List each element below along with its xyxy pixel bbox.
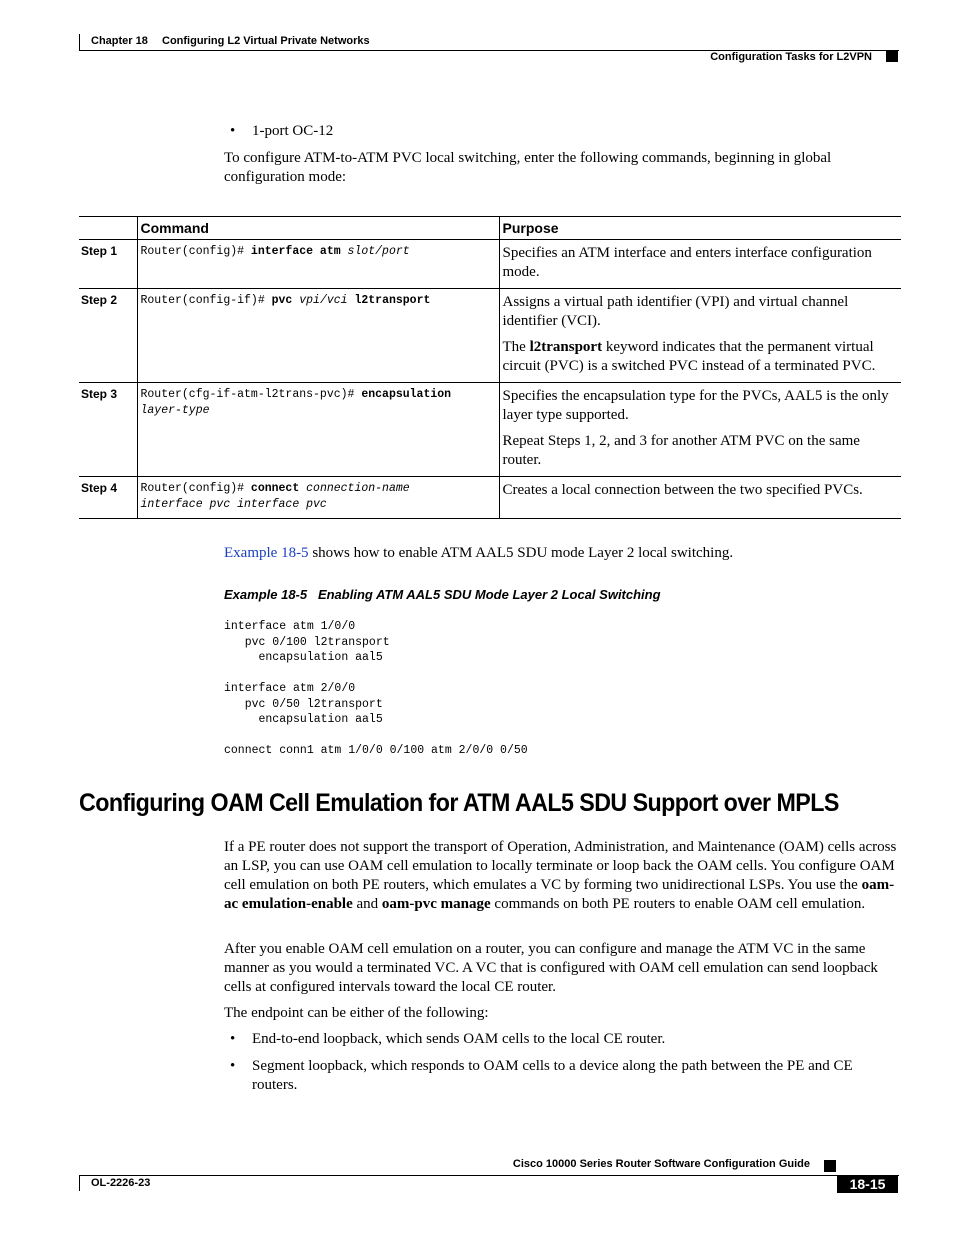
command-prompt: Router(config)#	[140, 482, 251, 495]
step-label: Step 3	[81, 387, 118, 401]
purpose-text: Specifies an ATM interface and enters interface configuration mode.	[502, 245, 872, 280]
intro-bullet: 1-port OC-12	[252, 123, 334, 139]
example-reference-text: shows how to enable ATM AAL5 SDU mode Layer 2 local switching.	[308, 545, 734, 561]
body-paragraph-2: After you enable OAM cell emulation on a router, you can configure and manage the ATM VC in the same manner as you would a terminated VC. A VC that is configured with OAM cell emulation can send loopback cells at configured intervals toward the local CE router.	[224, 941, 878, 995]
table-header-purpose: Purpose	[499, 217, 901, 240]
purpose-cell	[499, 289, 901, 383]
header-chapter: Chapter 18	[91, 35, 148, 47]
command-keyword: pvc	[271, 294, 293, 307]
purpose-text-2: Repeat Steps 1, 2, and 3 for another ATM PVC on the same router.	[502, 433, 860, 468]
command-cell	[137, 383, 499, 477]
command-keyword: interface atm	[250, 245, 341, 258]
header-section: Configuration Tasks for L2VPN	[710, 51, 872, 63]
footer-guide-title: Cisco 10000 Series Router Software Configuration Guide	[512, 1158, 810, 1170]
bullet-mark-2: •	[230, 1058, 236, 1074]
example-link[interactable]: Example 18-5	[224, 545, 309, 561]
command-oam-ac: oam-ac emulation-enable	[224, 877, 895, 912]
command-argument: layer-type	[140, 403, 210, 417]
body-paragraph-1: If a PE router does not support the transport of Operation, Administration, and Maintenance (OAM) cells across an LSP, you can use OAM cell emulation to locally terminate or loop back the OAM cells. You configure OAM cell emulation on both PE routers, which emulates a VC by forming two unidirectional LSPs. You use the oam-ac emulation-enable and oam-pvc manage commands on both PE routers to enable OAM cell emulation.	[224, 839, 897, 912]
command-cell	[137, 289, 499, 383]
purpose-cell	[499, 240, 901, 289]
command-argument-2: interface pvc interface pvc	[140, 497, 327, 511]
footer-left-rule	[79, 1175, 80, 1191]
command-cell	[137, 240, 499, 289]
intro-paragraph: To configure ATM-to-ATM PVC local switching, enter the following commands, beginning in global configuration mode:	[224, 150, 832, 185]
footer-doc-id: OL-2226-23	[91, 1177, 151, 1189]
purpose-text: Assigns a virtual path identifier (VPI) and virtual channel identifier (VCI).	[502, 294, 849, 329]
command-keyword-2: l2transport	[354, 294, 431, 307]
command-argument: connection-name	[299, 482, 410, 495]
command-cell	[137, 477, 499, 519]
command-argument: vpi/vci	[292, 294, 355, 307]
purpose-text: Creates a local connection between the two specified PVCs.	[502, 482, 863, 498]
step-label: Step 1	[81, 244, 118, 258]
table-row-step3	[79, 383, 901, 477]
header-left-rule	[79, 34, 80, 51]
table-header-command: Command	[137, 217, 499, 240]
command-prompt: Router(config-if)#	[140, 294, 272, 307]
table-header-step	[79, 217, 137, 240]
code-line: interface atm 2/0/0	[224, 682, 356, 695]
table-row-step4	[79, 477, 901, 519]
code-line: encapsulation aal5	[224, 651, 383, 664]
code-line: pvc 0/100 l2transport	[224, 635, 390, 649]
command-prompt: Router(config)#	[140, 245, 251, 258]
code-line: connect conn1 atm 1/0/0 0/100 atm 2/0/0 0/50	[224, 744, 528, 757]
code-line: interface atm 1/0/0	[224, 620, 356, 633]
step-label: Step 2	[81, 293, 118, 307]
body-bullet-1: End-to-end loopback, which sends OAM cells to the local CE router.	[252, 1031, 666, 1047]
section-heading: Configuring OAM Cell Emulation for ATM AAL5 SDU Support over MPLS	[79, 789, 839, 817]
purpose-cell	[499, 477, 901, 519]
intro-bullet-mark: •	[230, 123, 236, 139]
code-line: pvc 0/50 l2transport	[224, 697, 383, 711]
purpose-text: Specifies the encapsulation type for the PVCs, AAL5 is the only layer type supported.	[502, 388, 889, 423]
body-bullet-2: Segment loopback, which responds to OAM cells to a device along the path between the PE and CE routers.	[252, 1058, 853, 1093]
example-caption: Example 18-5 Enabling ATM AAL5 SDU Mode Layer 2 Local Switching	[224, 587, 661, 602]
code-block	[224, 619, 528, 759]
example-reference	[224, 544, 899, 563]
header-chapter-title: Configuring L2 Virtual Private Networks	[162, 35, 370, 47]
footer-rule	[79, 1175, 899, 1176]
step-label: Step 4	[81, 481, 118, 495]
code-line	[224, 728, 528, 744]
code-line: encapsulation aal5	[224, 713, 383, 726]
command-argument: slot/port	[340, 245, 410, 258]
table-row-step2	[79, 289, 901, 383]
purpose-text-2: The l2transport keyword indicates that the permanent virtual circuit (PVC) is a switched PVC instead of a terminated PVC.	[502, 339, 876, 374]
command-oam-pvc: oam-pvc manage	[381, 896, 491, 912]
command-keyword: connect	[250, 482, 300, 495]
body-paragraph-3: The endpoint can be either of the following:	[224, 1005, 489, 1021]
header-marker-block	[886, 51, 898, 62]
command-keyword: encapsulation	[361, 388, 452, 401]
table-row-step1	[79, 240, 901, 289]
command-prompt: Router(cfg-if-atm-l2trans-pvc)#	[140, 388, 362, 401]
bullet-mark-1: •	[230, 1031, 236, 1047]
purpose-cell	[499, 383, 901, 477]
command-table	[79, 216, 901, 519]
code-line	[224, 666, 528, 682]
footer-marker-block	[824, 1160, 836, 1172]
page-number: 18-15	[849, 1176, 886, 1192]
